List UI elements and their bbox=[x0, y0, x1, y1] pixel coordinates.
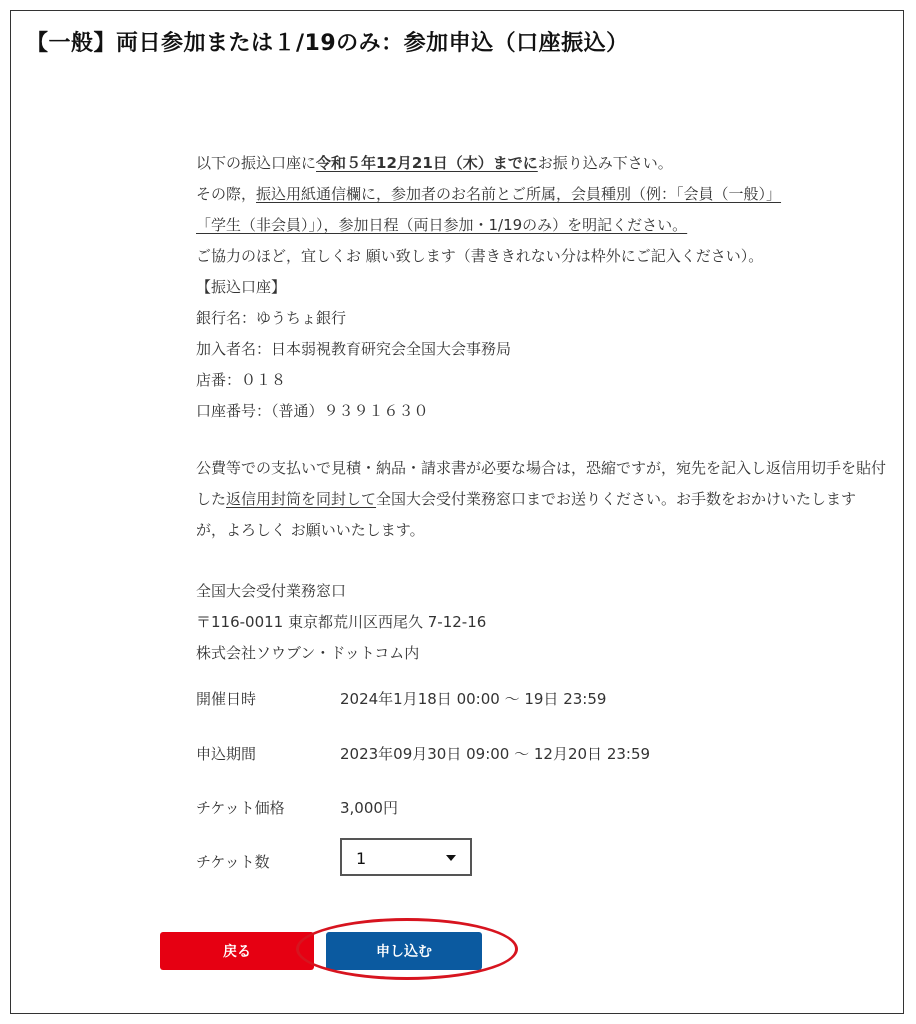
caret-down-icon bbox=[446, 855, 456, 861]
deadline-line bbox=[196, 148, 886, 179]
deadline-suffix: お振り込み下さい。 bbox=[537, 154, 673, 172]
ticket-count-value: 1 bbox=[356, 849, 367, 868]
ticket-price-label: チケット価格 bbox=[196, 799, 285, 817]
ticket-price-row bbox=[196, 797, 398, 818]
ticket-count-label: チケット数 bbox=[196, 853, 270, 871]
office-address: 〒116-0011 東京都荒川区西尾久 7-12-16 bbox=[196, 613, 487, 631]
apply-button[interactable]: 申し込む bbox=[326, 932, 482, 970]
bank-name: 銀行名：ゆうちょ銀行 bbox=[196, 309, 347, 327]
public-funds-note bbox=[196, 453, 886, 546]
branch-number: 店番：０１８ bbox=[196, 371, 287, 389]
ticket-count-row bbox=[196, 851, 340, 872]
event-date-label: 開催日時 bbox=[196, 690, 257, 708]
application-period-row bbox=[196, 743, 650, 764]
memo-instruction-1: 振込用紙通信欄に，参加者のお名前とご所属，会員種別（例：「会員（一般）」 bbox=[256, 185, 782, 203]
return-envelope-note: 返信用封筒を同封して bbox=[226, 490, 377, 508]
account-number: 口座番号：（普通）９３９１６３０ bbox=[196, 402, 429, 420]
account-heading: 【振込口座】 bbox=[196, 278, 287, 296]
event-date-value: 2024年1月18日 00:00 ～ 19日 23:59 bbox=[340, 690, 607, 708]
memo-instruction-line-2 bbox=[196, 210, 886, 241]
memo-instruction-line bbox=[196, 179, 886, 210]
deadline-date: 令和５年12月21日（木）までに bbox=[316, 154, 538, 172]
deadline-prefix: 以下の振込口座に bbox=[196, 154, 317, 172]
application-period-value: 2023年09月30日 09:00 ～ 12月20日 23:59 bbox=[340, 745, 651, 763]
ticket-count-select[interactable] bbox=[340, 838, 472, 876]
application-period-label: 申込期間 bbox=[196, 745, 257, 763]
office-company: 株式会社ソウブン・ドットコム内 bbox=[196, 644, 420, 662]
memo-instruction-2: 「学生（非会員）」），参加日程（両日参加・1/19のみ）を明記ください。 bbox=[196, 216, 688, 234]
page-title: 【一般】両日参加または１/19のみ：参加申込（口座振込） bbox=[26, 31, 629, 56]
cooperation-note: ご協力のほど，宜しくお 願い致します（書ききれない分は枠外にご記入ください）。 bbox=[196, 247, 764, 265]
memo-prefix: その際， bbox=[196, 185, 257, 203]
payment-instructions bbox=[196, 148, 886, 669]
office-name: 全国大会受付業務窓口 bbox=[196, 582, 347, 600]
public-note-prefix: 公費等での支払いで見積・納品・請求書が必要な場合は，恐縮ですが，宛先を記入し返信用切手を貼付した bbox=[196, 459, 887, 508]
public-note-suffix: 全国大会受付業務窓口までお送りください。お手数をおかけいたしますが，よろしく お願いいたします。 bbox=[196, 490, 857, 539]
back-button[interactable]: 戻る bbox=[160, 932, 314, 970]
ticket-price-value: 3,000円 bbox=[340, 799, 398, 817]
event-date-row bbox=[196, 688, 606, 709]
account-holder: 加入者名：日本弱視教育研究会全国大会事務局 bbox=[196, 340, 512, 358]
